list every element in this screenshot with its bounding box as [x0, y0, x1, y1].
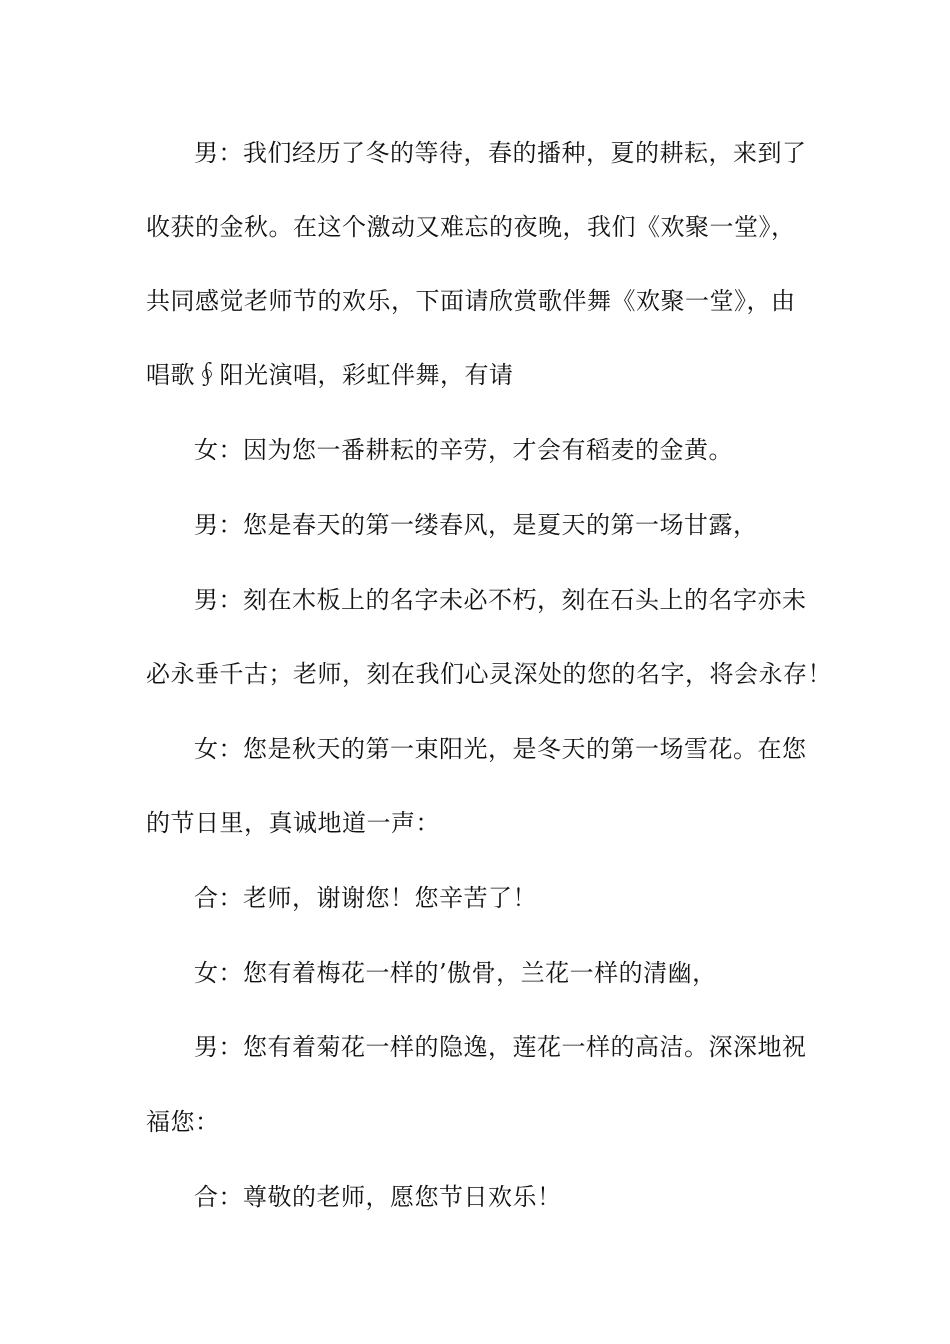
text-line-12: 女：您有着梅花一样的’傲骨，兰花一样的清幽， — [194, 959, 717, 987]
text-line-13: 男：您有着菊花一样的隐逸，莲花一样的高洁。深深地祝 — [194, 1033, 807, 1061]
text-line-15: 合：尊敬的老师，愿您节日欢乐！ — [194, 1183, 562, 1211]
text-line-3: 共同感觉老师节的欢乐，下面请欣赏歌伴舞《欢聚一堂》，由 — [146, 287, 796, 315]
text-line-4: 唱歌∮阳光演唱，彩虹伴舞，有请 — [146, 361, 514, 389]
text-line-8: 必永垂千古；老师，刻在我们心灵深处的您的名字，将会永存！ — [146, 660, 832, 688]
text-line-9: 女：您是秋天的第一束阳光，是冬天的第一场雪花。在您 — [194, 735, 807, 763]
text-line-7: 男：刻在木板上的名字未必不朽，刻在石头上的名字亦未 — [194, 586, 807, 614]
text-line-14: 福您： — [146, 1108, 220, 1136]
text-line-5: 女：因为您一番耕耘的辛劳，才会有稻麦的金黄。 — [194, 436, 733, 464]
text-line-1: 男：我们经历了冬的等待，春的播种，夏的耕耘，来到了 — [194, 139, 807, 167]
text-line-2: 收获的金秋。在这个激动又难忘的夜晚，我们《欢聚一堂》， — [146, 213, 796, 241]
text-line-11: 合：老师，谢谢您！您辛苦了！ — [194, 884, 537, 912]
text-line-10: 的节日里，真诚地道一声： — [146, 809, 440, 837]
text-line-6: 男：您是春天的第一缕春风，是夏天的第一场甘露， — [194, 511, 758, 539]
